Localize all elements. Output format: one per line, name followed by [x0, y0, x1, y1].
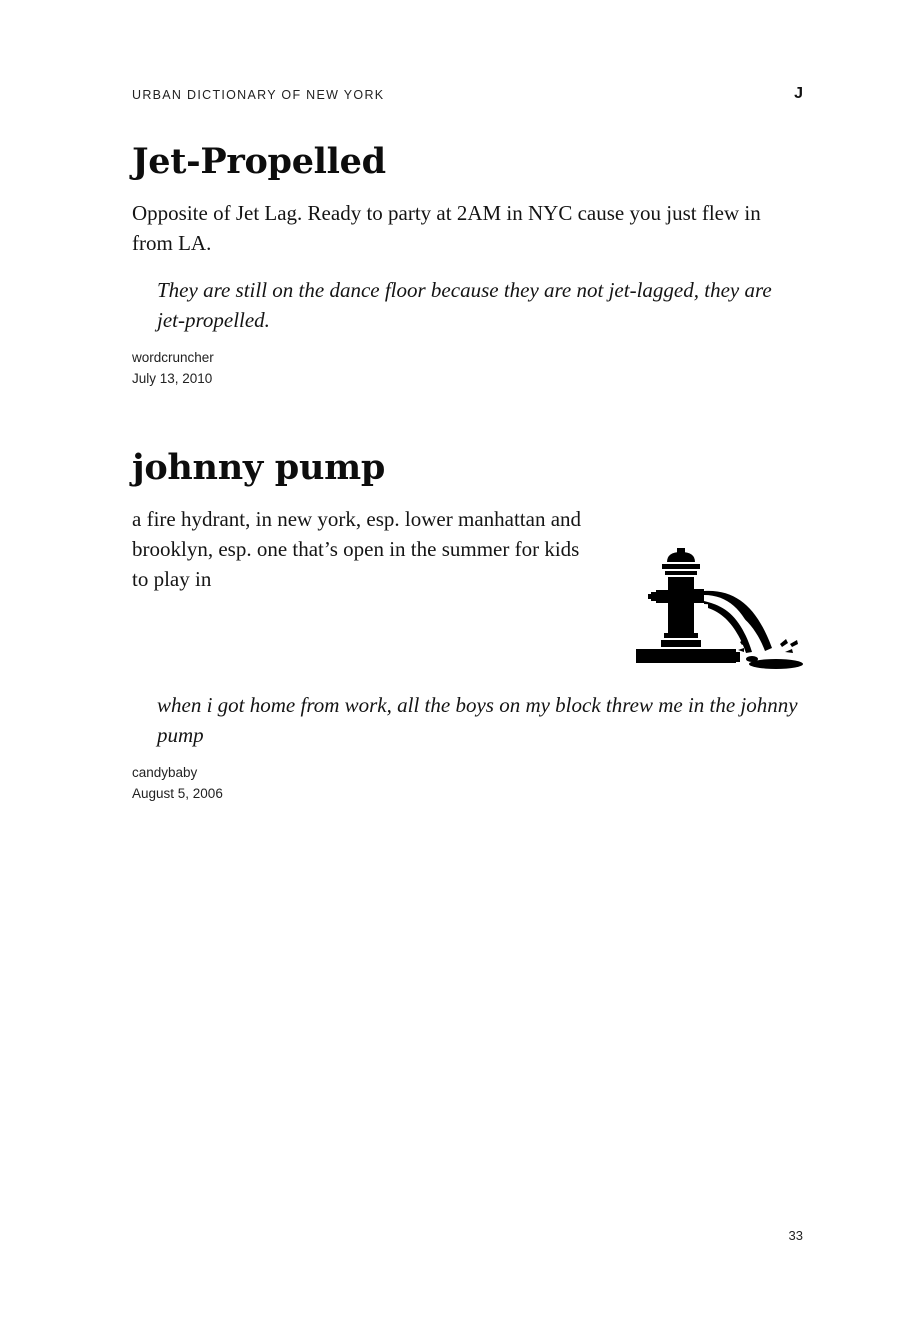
entry-byline: [132, 347, 804, 389]
definition-row: [132, 490, 804, 670]
entry-headword: johnny pump: [132, 447, 385, 488]
entry-author: wordcruncher: [132, 350, 214, 365]
page-number: 33: [788, 1228, 803, 1243]
entry-date: August 5, 2006: [132, 786, 223, 801]
section-letter: J: [794, 85, 803, 102]
entry-date: July 13, 2010: [132, 371, 213, 386]
entry-author: candybaby: [132, 765, 198, 780]
entry-example: They are still on the dance floor because they are not jet-lagged, they are jet-propelled.: [157, 278, 772, 332]
dictionary-entry: [132, 446, 804, 804]
entry-headword: Jet-Propelled: [132, 141, 386, 182]
entry-definition: a fire hydrant, in new york, esp. lower manhattan and brooklyn, esp. one that’s open in the summer for kids to play in: [132, 507, 582, 591]
fire-hydrant-spraying-water-icon: [634, 548, 804, 670]
entry-byline: [132, 762, 804, 804]
running-head-title: URBAN DICTIONARY OF NEW YORK: [132, 88, 385, 102]
dictionary-entry: [132, 140, 804, 389]
entry-definition: Opposite of Jet Lag. Ready to party at 2AM in NYC cause you just flew in from LA.: [132, 201, 761, 255]
entry-example: when i got home from work, all the boys on my block threw me in the johnny pump: [157, 693, 798, 747]
